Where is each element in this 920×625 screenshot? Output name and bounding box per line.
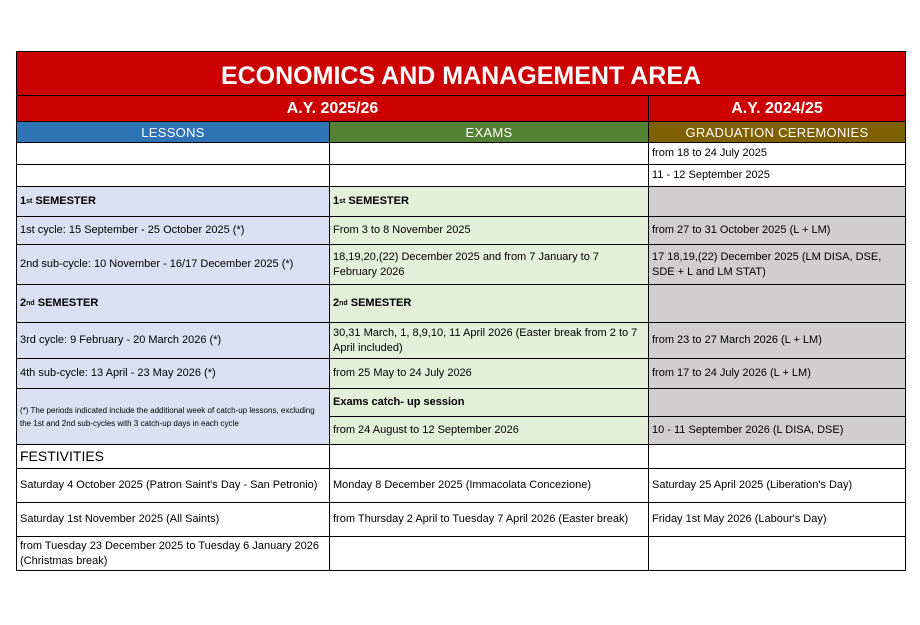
lessons-header: LESSONS (16, 122, 330, 143)
catch-up-note: (*) The periods indicated include the additional week of catch-up lessons, excluding the 1st and 2nd sub-cycles with 3 catch-up days in each cycle (16, 389, 330, 445)
cycle-2-exams: 18,19,20,(22) December 2025 and from 7 January to 7 February 2026 (330, 245, 649, 285)
cycle-3-exams: 30,31 March, 1, 8,9,10, 11 April 2026 (Easter break from 2 to 7 April included) (330, 323, 649, 359)
catch-up-exams: from 24 August to 12 September 2026 (330, 417, 649, 445)
festivity-item (330, 537, 649, 571)
semester-2-exams-heading: 2 nd SEMESTER (330, 285, 649, 323)
cycle-1-lessons: 1st cycle: 15 September - 25 October 2025 (*) (16, 217, 330, 245)
empty-cell (330, 445, 649, 469)
academic-year-previous: A.Y. 2024/25 (649, 96, 906, 122)
exams-catch-up-heading: Exams catch- up session (330, 389, 649, 417)
academic-year-current: A.Y. 2025/26 (16, 96, 649, 122)
empty-cell (649, 445, 906, 469)
empty-cell (16, 165, 330, 187)
empty-cell (649, 187, 906, 217)
semester-1-exams-heading: 1 st SEMESTER (330, 187, 649, 217)
festivity-item: Saturday 1st November 2025 (All Saints) (16, 503, 330, 537)
empty-cell (330, 143, 649, 165)
graduation-july-2025: from 18 to 24 July 2025 (649, 143, 906, 165)
empty-cell (649, 285, 906, 323)
empty-cell (649, 389, 906, 417)
festivity-item: from Tuesday 23 December 2025 to Tuesday 6 January 2026 (Christmas break) (16, 537, 330, 571)
cycle-2-graduation: 17 18,19,(22) December 2025 (LM DISA, DSE, SDE + L and LM STAT) (649, 245, 906, 285)
cycle-1-graduation: from 27 to 31 October 2025 (L + LM) (649, 217, 906, 245)
graduation-header: GRADUATION CEREMONIES (649, 122, 906, 143)
page-title: ECONOMICS AND MANAGEMENT AREA (16, 51, 906, 96)
calendar-table (16, 51, 906, 571)
cycle-3-lessons: 3rd cycle: 9 February - 20 March 2026 (*) (16, 323, 330, 359)
exams-header: EXAMS (330, 122, 649, 143)
festivity-item: Monday 8 December 2025 (Immacolata Concezione) (330, 469, 649, 503)
cycle-2-lessons: 2nd sub-cycle: 10 November - 16/17 December 2025 (*) (16, 245, 330, 285)
cycle-3-graduation: from 23 to 27 March 2026 (L + LM) (649, 323, 906, 359)
cycle-4-exams: from 25 May to 24 July 2026 (330, 359, 649, 389)
festivity-item: Saturday 25 April 2025 (Liberation's Day) (649, 469, 906, 503)
festivities-heading: FESTIVITIES (16, 445, 330, 469)
cycle-1-exams: From 3 to 8 November 2025 (330, 217, 649, 245)
festivity-item (649, 537, 906, 571)
semester-1-lessons-heading: 1 st SEMESTER (16, 187, 330, 217)
cycle-4-graduation: from 17 to 24 July 2026 (L + LM) (649, 359, 906, 389)
empty-cell (16, 143, 330, 165)
festivity-item: Saturday 4 October 2025 (Patron Saint's Day - San Petronio) (16, 469, 330, 503)
festivity-item: from Thursday 2 April to Tuesday 7 April 2026 (Easter break) (330, 503, 649, 537)
festivity-item: Friday 1st May 2026 (Labour's Day) (649, 503, 906, 537)
graduation-september-2025: 11 - 12 September 2025 (649, 165, 906, 187)
catch-up-graduation: 10 - 11 September 2026 (L DISA, DSE) (649, 417, 906, 445)
cycle-4-lessons: 4th sub-cycle: 13 April - 23 May 2026 (*) (16, 359, 330, 389)
semester-2-lessons-heading: 2 nd SEMESTER (16, 285, 330, 323)
empty-cell (330, 165, 649, 187)
